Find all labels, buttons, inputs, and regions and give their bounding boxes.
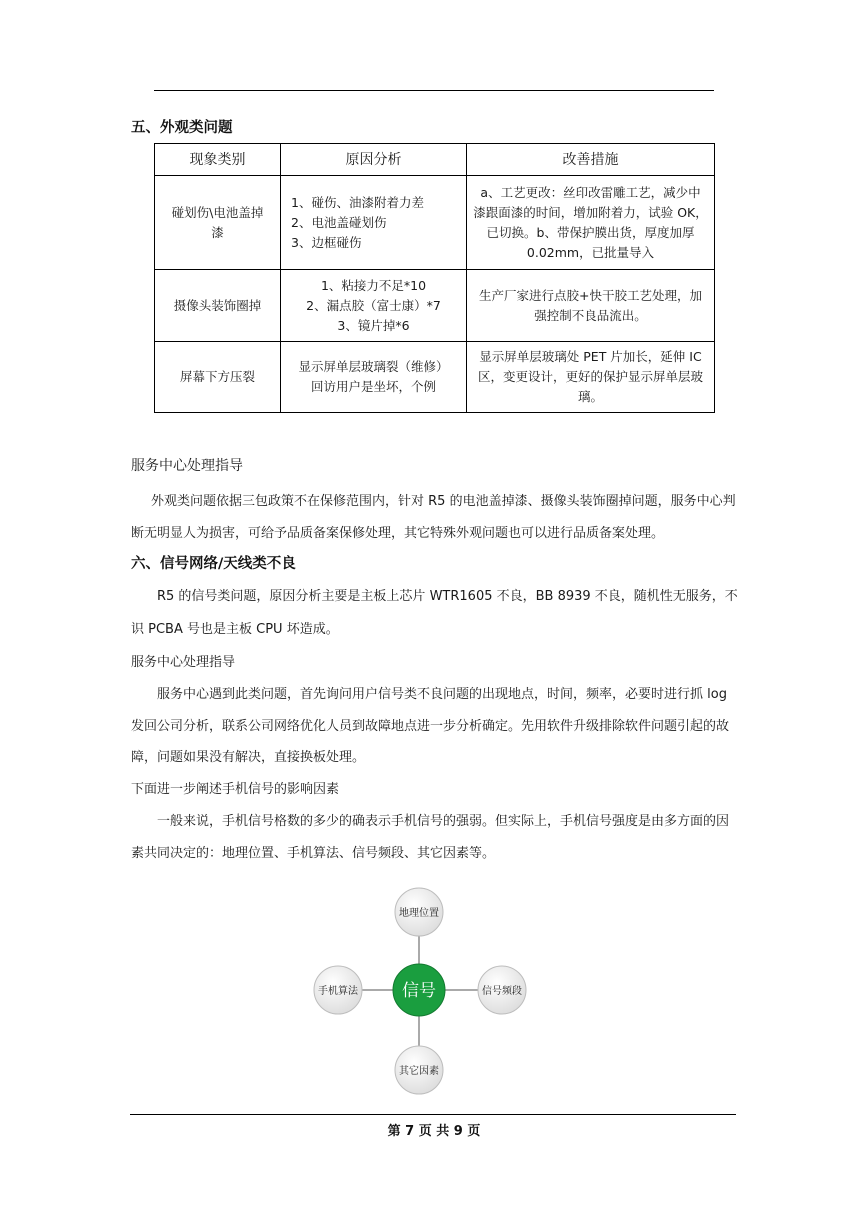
service-guide-title: 服务中心处理指导 — [131, 458, 243, 474]
paragraph-line: R5 的信号类问题，原因分析主要是主板上芯片 WTR1605 不良，BB 8939 不良，随机性无服务，不 — [157, 589, 738, 604]
header-category: 现象类别 — [155, 144, 281, 176]
factors-intro: 下面进一步阐述手机信号的影响因素 — [131, 782, 340, 797]
node-top — [395, 888, 443, 936]
table-header-row — [155, 144, 715, 176]
header-measure: 改善措施 — [467, 144, 715, 176]
section-6-heading: 六、信号网络/天线类不良 — [131, 556, 296, 572]
row-category: 屏幕下方压裂 — [155, 342, 281, 413]
page-number: 第 7 页 共 9 页 — [387, 1124, 481, 1139]
paragraph-line: 外观类问题依据三包政策不在保修范围内，针对 R5 的电池盖掉漆、摄像头装饰圈掉问题，服务中心判 — [151, 494, 736, 509]
node-left — [314, 966, 362, 1014]
node-bottom — [395, 1046, 443, 1094]
row-measures: a、工艺更改：丝印改雷雕工艺，减少中 漆跟面漆的时间，增加附着力，试验 OK， 已切换。b、带保护膜出货，厚度加厚 0.02mm，已批量导入 — [467, 176, 715, 270]
service-guide-title: 服务中心处理指导 — [131, 655, 236, 670]
node-bottom-label: 其它因素 — [399, 1066, 439, 1077]
row-measures: 显示屏单层玻璃处 PET 片加长，延伸 IC 区，变更设计，更好的保护显示屏单层玻 璃。 — [467, 342, 715, 413]
section-5-heading: 五、外观类问题 — [131, 120, 233, 136]
node-left-label: 手机算法 — [318, 986, 358, 997]
node-center — [393, 964, 445, 1016]
paragraph-line: 素共同决定的：地理位置、手机算法、信号频段、其它因素等。 — [131, 846, 496, 861]
row-category: 摄像头装饰圈掉 — [155, 270, 281, 342]
header-cause: 原因分析 — [281, 144, 467, 176]
row-causes: 显示屏单层玻璃裂（维修） 回访用户是坐坏，个例 — [281, 342, 467, 413]
signal-factors-diagram — [300, 880, 540, 1100]
table-row — [155, 270, 715, 342]
row-causes: 1、粘接力不足*10 2、漏点胶（富士康）*7 3、镜片掉*6 — [281, 270, 467, 342]
issues-table — [154, 143, 715, 413]
paragraph-line: 发回公司分析，联系公司网络优化人员到故障地点进一步分析确定。先用软件升级排除软件问题引起的故 — [131, 719, 730, 734]
table-row — [155, 176, 715, 270]
paragraph-line: 一般来说，手机信号格数的多少的确表示手机信号的强弱。但实际上，手机信号强度是由多方面的因 — [157, 814, 730, 829]
paragraph-line: 识 PCBA 号也是主板 CPU 坏造成。 — [131, 622, 339, 637]
row-category: 碰划伤\电池盖掉 漆 — [155, 176, 281, 270]
paragraph-line: 服务中心遇到此类问题，首先询问用户信号类不良问题的出现地点，时间，频率，必要时进行抓 log — [157, 687, 727, 702]
paragraph-line: 障，问题如果没有解决，直接换板处理。 — [131, 750, 366, 765]
node-right — [478, 966, 526, 1014]
paragraph-line: 断无明显人为损害，可给予品质备案保修处理，其它特殊外观问题也可以进行品质备案处理。 — [131, 526, 665, 541]
header-rule — [154, 90, 714, 91]
table-row — [155, 342, 715, 413]
node-right-label: 信号频段 — [482, 986, 522, 997]
footer-rule — [130, 1114, 736, 1115]
node-center-label: 信号 — [402, 981, 436, 1001]
node-top-label: 地理位置 — [399, 908, 439, 919]
row-measures: 生产厂家进行点胶+快干胶工艺处理，加 强控制不良品流出。 — [467, 270, 715, 342]
row-causes: 1、碰伤、油漆附着力差 2、电池盖碰划伤 3、边框碰伤 — [281, 176, 467, 270]
